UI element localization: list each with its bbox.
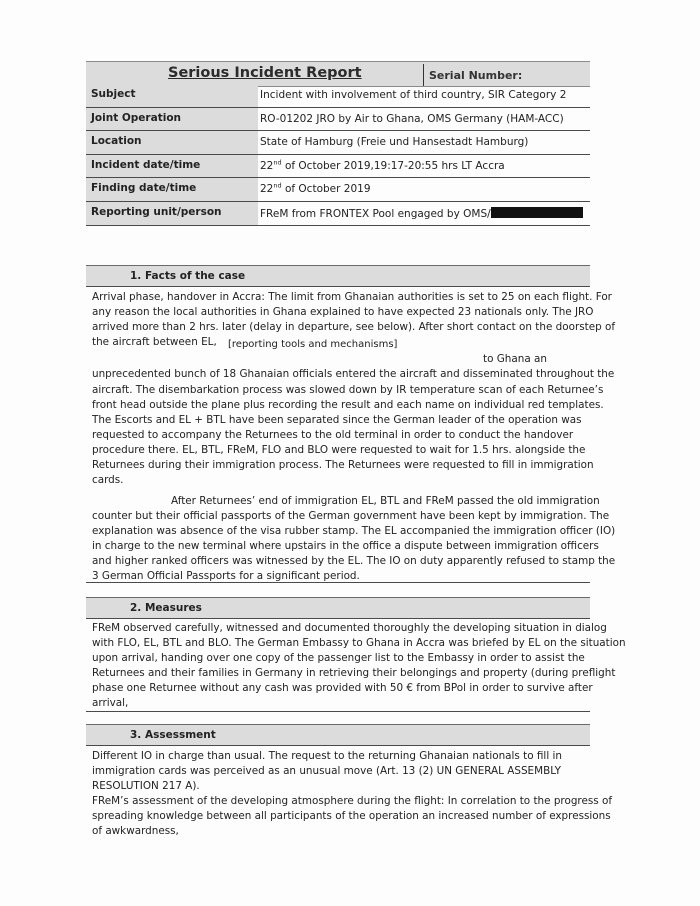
- facts-line: explanation was absence of the visa rubber stamp. The EL accompanied the immigration officer (IO): [92, 525, 616, 538]
- subject-label: Subject: [91, 88, 136, 100]
- finding-datetime-rest: of October 2019: [281, 183, 371, 196]
- assessment-line: FReM’s assessment of the developing atmosphere during the flight: In correlation to the progress of: [92, 795, 612, 808]
- facts-line-text: the aircraft between EL,: [92, 336, 217, 349]
- joint-operation-label: Joint Operation: [91, 111, 182, 124]
- serial-number-label: Serial Number:: [429, 69, 523, 82]
- facts-heading: 1. Facts of the case: [130, 270, 246, 282]
- facts-line: The Escorts and EL + BTL have been separated since the German leader of the operation was: [92, 413, 582, 426]
- assessment-line: immigration cards was perceived as an unusual move (Art. 13 (2) UN GENERAL ASSEMBLY: [92, 765, 561, 778]
- assessment-heading: 3. Assessment: [130, 729, 216, 741]
- incident-day: 22: [260, 159, 274, 172]
- info-table: [86, 84, 590, 226]
- reporting-unit-text: FReM from FRONTEX Pool engaged by OMS/: [260, 207, 491, 220]
- facts-line: front head outside the plane plus recording the result and each name on individual red templates.: [92, 398, 604, 411]
- info-row-incident-datetime: [86, 155, 590, 179]
- finding-datetime-value: [260, 183, 371, 195]
- facts-paragraph-2: [92, 494, 616, 585]
- joint-operation-value: RO-01202 JRO by Air to Ghana, OMS Germany (HAM-ACC): [260, 112, 564, 125]
- incident-datetime-label: Incident date/time: [91, 158, 201, 171]
- facts-line: 3 German Official Passports for a significant period.: [92, 570, 360, 583]
- facts-line: in charge to the new terminal where upstairs in the office a dispute between immigration officers: [92, 540, 599, 553]
- incident-day-suffix: nd: [273, 158, 282, 167]
- assessment-line: of awkwardness,: [92, 825, 179, 838]
- facts-line: After Returnees’ end of immigration EL, BTL and FReM passed the old immigration: [171, 495, 600, 507]
- section-divider: [86, 582, 590, 583]
- facts-line: any reason the local authorities in Ghana explained to have expected 23 nationals only. The JRO: [92, 306, 594, 319]
- subject-value: Incident with involvement of third country, SIR Category 2: [260, 89, 567, 101]
- facts-line: Arrival phase, handover in Accra: The limit from Ghanaian authorities is set to 25 on each flight. For: [92, 291, 612, 303]
- info-label-cell: [86, 131, 258, 154]
- info-label-cell: [86, 155, 258, 178]
- facts-line: requested to accompany the Returnees to the old terminal in order to conduct the handover: [92, 428, 574, 441]
- facts-line: counter but their official passports of the German government have been kept by immigration. The: [92, 510, 610, 523]
- info-row-location: [86, 131, 590, 155]
- location-label: Location: [91, 135, 142, 148]
- finding-day: 22: [260, 183, 274, 196]
- facts-line: procedure there. EL, BTL, FReM, FLO and BLO were requested to wait for 1.5 hrs. alongside the: [92, 443, 586, 456]
- facts-line: and higher ranked officers was witnessed by the EL. The IO on duty apparently refused to stamp the: [92, 555, 616, 568]
- incident-datetime-rest: of October 2019,19:17-20:55 hrs LT Accra: [281, 159, 505, 172]
- location-value: State of Hamburg (Freie und Hansestadt Hamburg): [260, 136, 529, 149]
- measures-line: arrival,: [92, 697, 129, 710]
- incident-datetime-value: [260, 160, 505, 172]
- assessment-line: RESOLUTION 217 A).: [92, 780, 200, 793]
- facts-line: aircraft. The disembarkation process was slowed down by IR temperature scan of each Returnee’s: [92, 383, 604, 396]
- measures-line: phase one Returnee without any cash was provided with 50 € from BPol in order to survive after: [92, 682, 593, 695]
- redaction-block: [491, 207, 583, 218]
- measures-line: Returnees and their families in Germany in retrieving their belongings and property (during preflight: [92, 667, 616, 680]
- redaction-note: [reporting tools and mechanisms]: [228, 339, 398, 351]
- measures-line: with FLO, EL, BTL and BLO. The German Embassy to Ghana in Accra was briefed by EL on the situation: [92, 637, 626, 650]
- info-label-cell: [86, 108, 258, 131]
- info-row-subject: [86, 84, 590, 108]
- facts-paragraph-1: [92, 290, 616, 488]
- info-label-cell: [86, 84, 258, 107]
- measures-line: FReM observed carefully, witnessed and documented thoroughly the developing situation in dialog: [92, 622, 607, 634]
- assessment-paragraph: [92, 749, 612, 840]
- reporting-unit-label: Reporting unit/person: [91, 205, 222, 218]
- reporting-unit-value: [260, 207, 583, 220]
- facts-line: arrived more than 2 hrs. later (delay in departure, see below). After short contact on the doorstep of: [92, 321, 616, 334]
- assessment-line: spreading knowledge between all participants of the operation an increased number of expressions: [92, 810, 611, 823]
- info-label-cell: [86, 202, 258, 225]
- facts-heading-bar: [86, 265, 590, 287]
- measures-heading-bar: [86, 597, 590, 619]
- assessment-line: Different IO in charge than usual. The request to the returning Ghanaian nationals to fill in: [92, 750, 562, 762]
- info-row-joint-operation: [86, 108, 590, 132]
- info-row-reporting-unit: [86, 202, 590, 226]
- facts-line: [92, 335, 592, 350]
- measures-line: upon arrival, handing over one copy of the passenger list to the Embassy in order to assist the: [92, 652, 585, 665]
- facts-line: unprecedented bunch of 18 Ghanaian officials entered the aircraft and disseminated throughout the: [92, 368, 615, 381]
- info-row-finding-datetime: [86, 178, 590, 202]
- info-label-cell: [86, 178, 258, 201]
- measures-heading: 2. Measures: [130, 602, 202, 614]
- report-title: Serious Incident Report: [168, 65, 362, 81]
- facts-line: Returnees during their immigration process. The Returnees were requested to fill in immigration: [92, 459, 594, 472]
- serial-divider: [423, 64, 424, 86]
- facts-line: to Ghana an: [483, 353, 547, 366]
- measures-paragraph: [92, 621, 626, 712]
- assessment-heading-bar: [86, 724, 590, 746]
- finding-day-suffix: nd: [273, 181, 282, 190]
- facts-line: cards.: [92, 474, 124, 487]
- section-divider: [86, 711, 590, 712]
- finding-datetime-label: Finding date/time: [91, 182, 197, 195]
